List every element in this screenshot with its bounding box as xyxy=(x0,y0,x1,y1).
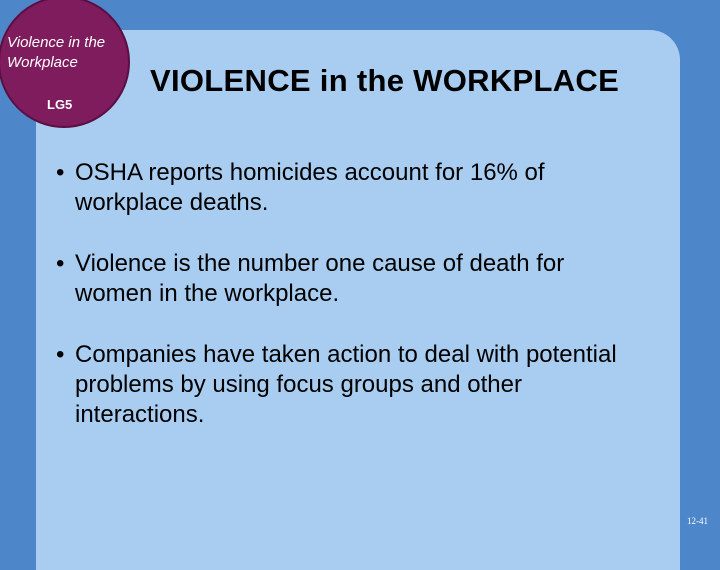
bullet-text: Violence is the number one cause of death for women in the workplace. xyxy=(75,250,565,307)
bullet-list xyxy=(50,158,640,461)
bullet-item xyxy=(50,340,640,430)
slide-title: VIOLENCE in the WORKPLACE xyxy=(150,63,620,98)
topic-circle xyxy=(0,0,130,128)
learning-goal-badge: LG5 xyxy=(47,97,73,112)
bullet-item xyxy=(50,249,640,309)
bullet-text: OSHA reports homicides account for 16% of workplace deaths. xyxy=(75,159,545,216)
bullet-icon: • xyxy=(56,250,65,277)
slide-number: 12-41 xyxy=(687,516,708,526)
bullet-icon: • xyxy=(56,159,65,186)
bullet-text: Companies have taken action to deal with potential problems by using focus groups and other interactions. xyxy=(75,341,617,428)
bullet-icon: • xyxy=(56,341,65,368)
bullet-item xyxy=(50,158,640,218)
topic-label: Violence in the Workplace xyxy=(7,34,106,71)
